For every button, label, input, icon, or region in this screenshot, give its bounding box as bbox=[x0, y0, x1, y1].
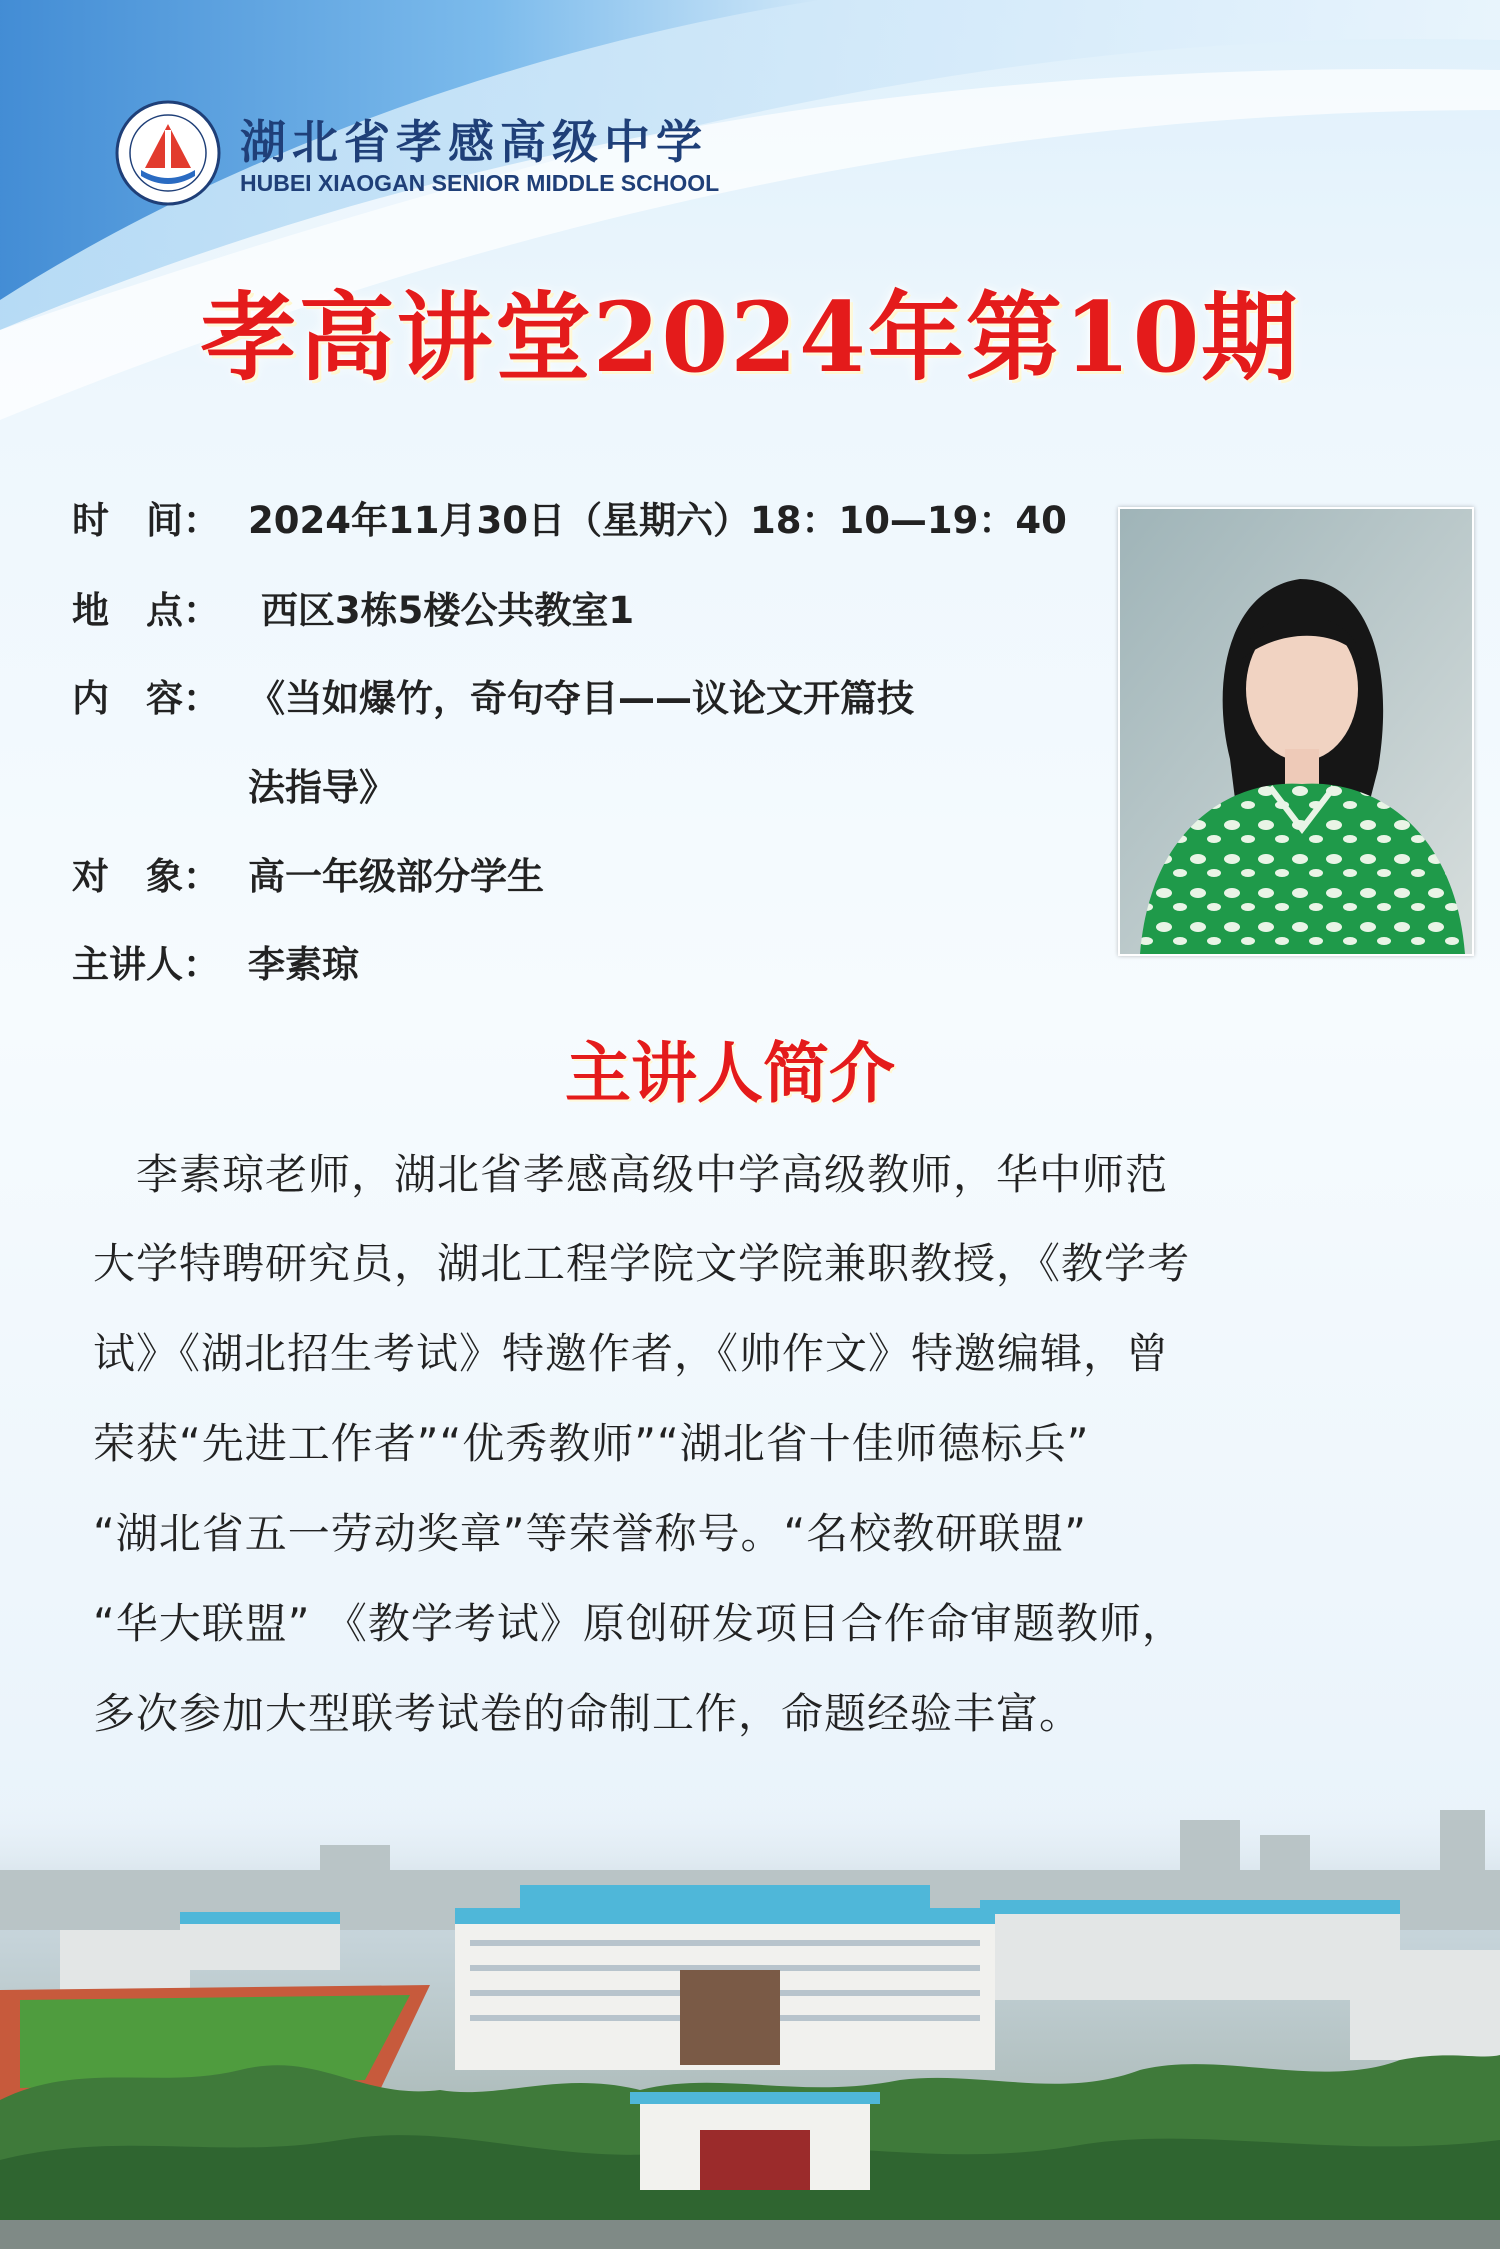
school-logo-icon bbox=[115, 100, 221, 206]
info-audience bbox=[72, 846, 544, 900]
info-content bbox=[72, 668, 914, 722]
info-speaker bbox=[72, 934, 359, 988]
lecture-title: 孝高讲堂2024年第10期 bbox=[200, 281, 1300, 394]
time-label: 时 间： bbox=[72, 499, 220, 542]
time-value: 2024年11月30日（星期六）18：10—19：40 bbox=[248, 499, 1067, 542]
content-line1: 《当如爆竹，奇句夺目——议论文开篇技 bbox=[248, 677, 914, 720]
bio-line: 多次参加大型联考试卷的命制工作，命题经验丰富。 bbox=[93, 1689, 1083, 1738]
bio-line: 大学特聘研究员，湖北工程学院文学院兼职教授，《教学考 bbox=[93, 1239, 1191, 1288]
bio-heading: 主讲人简介 bbox=[565, 1034, 895, 1112]
place-value: 西区3栋5楼公共教室1 bbox=[248, 589, 635, 632]
bio-line: 荣获“先进工作者”“优秀教师”“湖北省十佳师德标兵” bbox=[93, 1419, 1090, 1468]
audience-value: 高一年级部分学生 bbox=[248, 855, 544, 898]
content-label: 内 容： bbox=[72, 677, 220, 720]
bio-line: 试》《湖北招生考试》特邀作者，《帅作文》特邀编辑，曾 bbox=[93, 1329, 1170, 1378]
content-line2: 法指导》 bbox=[248, 766, 396, 809]
info-place bbox=[72, 580, 634, 634]
speaker-value: 李素琼 bbox=[248, 943, 359, 986]
audience-label: 对 象： bbox=[72, 855, 220, 898]
speaker-photo bbox=[1118, 507, 1474, 956]
place-label: 地 点： bbox=[72, 589, 220, 632]
header-swoosh bbox=[0, 0, 1500, 520]
bio-line: 李素琼老师，湖北省孝感高级中学高级教师，华中师范 bbox=[93, 1150, 1169, 1199]
bio-line: “华大联盟” 《教学考试》原创研发项目合作命审题教师， bbox=[93, 1599, 1185, 1648]
info-time bbox=[72, 490, 1067, 544]
bio-line: “湖北省五一劳动奖章”等荣誉称号。“名校教研联盟” bbox=[93, 1509, 1088, 1558]
school-name-cn: 湖北省孝感高级中学 bbox=[240, 115, 708, 169]
speaker-label: 主讲人： bbox=[72, 943, 220, 986]
school-name-en: HUBEI XIAOGAN SENIOR MIDDLE SCHOOL bbox=[240, 170, 720, 196]
campus-aerial-image bbox=[0, 1800, 1500, 2249]
